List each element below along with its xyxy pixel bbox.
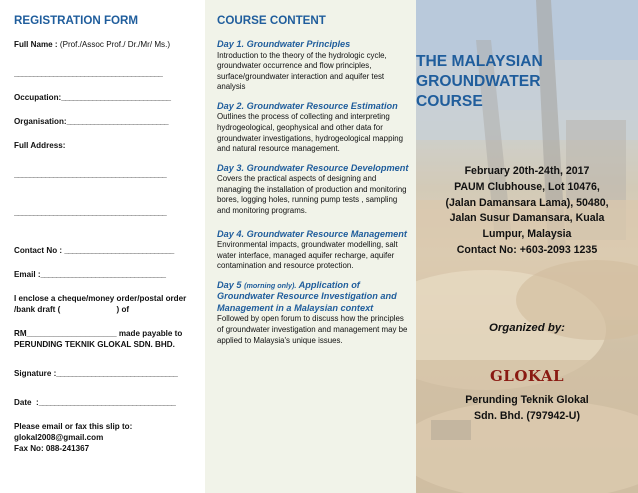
organisation-row (14, 116, 199, 127)
enclose-text-2: /bank draft ( ) of (14, 305, 130, 314)
occupation-field[interactable]: ____________________________ (61, 93, 171, 102)
footer-email[interactable]: glokal2008@gmail.com (14, 433, 104, 442)
day-2-section (217, 101, 410, 155)
day-1-description: Introduction to the theory of the hydrologic cycle, groundwater occurrence and flow principles, surface/groundwater interaction and aquifer test analysis (217, 50, 387, 92)
enclose-text-1: I enclose a cheque/money order/postal order (14, 294, 187, 303)
payee-text: PERUNDING TEKNIK GLOKAL SDN. BHD. (14, 340, 175, 349)
full-name-row (14, 39, 199, 50)
day-5-description: Followed by open forum to discuss how the principles of groundwater investigation and management may be applied to Malaysia's unique issues. (217, 314, 408, 345)
venue-line-2: (Jalan Damansara Lama), 50480, (445, 196, 609, 209)
email-row (14, 269, 199, 280)
contact-number: Contact No: +603-2093 1235 (456, 243, 598, 256)
day-1-heading: Day 1. Groundwater Principles (217, 39, 351, 49)
occupation-row (14, 92, 199, 103)
occupation-label: Occupation: (14, 93, 62, 102)
company-registration: Sdn. Bhd. (797942-U) (474, 409, 580, 422)
footer-instruction: Please email or fax this slip to: (14, 422, 133, 431)
footer-fax: Fax No: 088-241367 (14, 444, 90, 453)
cover-panel (416, 0, 638, 493)
address-field-2[interactable]: _______________________________________ (14, 208, 167, 217)
venue-line-4: Lumpur, Malaysia (482, 228, 572, 241)
day-2-heading: Day 2. Groundwater Resource Estimation (217, 100, 398, 111)
day-5-heading (217, 280, 410, 315)
day-3-description: Covers the practical aspects of designing and managing the installation of production and monitoring bores, logging holes, running pump tests , sampling and monitoring programs. (217, 174, 407, 216)
organizer-company (416, 393, 638, 424)
company-name: Perunding Teknik Glokal (465, 394, 589, 406)
address-label: Full Address: (14, 141, 66, 150)
contact-label: Contact No : (14, 246, 63, 255)
day-5-heading-rest: Application of Groundwater Resource Investigation and Management in a Malaysian context (217, 279, 397, 313)
email-label: Email : (14, 270, 41, 279)
day-1-section (217, 39, 410, 93)
signature-label: Signature : (14, 369, 57, 378)
course-title-line-3: COURSE (416, 93, 483, 110)
date-row (14, 397, 199, 408)
full-name-label: Full Name : (14, 40, 58, 49)
venue-line-3: Jalan Susur Damansara, Kuala (449, 212, 605, 225)
day-5-section (217, 280, 410, 346)
course-title-line-2: GROUNDWATER (416, 73, 541, 90)
registration-form-title: REGISTRATION FORM (14, 14, 139, 27)
day-5-heading-note: (morning only). (244, 280, 297, 290)
day-4-description: Environmental impacts, groundwater modelling, salt water interface, managed aquifer recharge, aquifer contamination and resource protection. (217, 240, 398, 271)
organisation-label: Organisation: (14, 117, 67, 126)
day-3-heading: Day 3. Groundwater Resource Development (217, 162, 409, 173)
address-field-1[interactable]: _______________________________________ (14, 170, 167, 179)
contact-field[interactable]: ____________________________ (64, 246, 174, 255)
registration-form-panel (0, 0, 205, 493)
organisation-field[interactable]: __________________________ (66, 117, 169, 126)
day-5-heading-prefix: Day 5 (217, 279, 242, 290)
glokal-logo: GLOKAL (489, 367, 565, 385)
full-name-hint: (Prof./Assoc Prof./ Dr./Mr/ Ms.) (59, 40, 171, 49)
date-field[interactable]: ___________________________________ (38, 398, 176, 407)
course-date: February 20th-24th, 2017 (464, 165, 590, 177)
contact-row (14, 245, 199, 256)
course-content-title: COURSE CONTENT (217, 14, 326, 27)
day-4-section (217, 229, 410, 272)
course-title (416, 52, 638, 112)
day-3-section (217, 163, 410, 217)
organized-by-label: Organized by: (489, 322, 565, 334)
full-name-field[interactable]: ______________________________________ (14, 69, 163, 78)
venue-line-1: PAUM Clubhouse, Lot 10476, (454, 180, 600, 193)
day-2-description: Outlines the process of collecting and interpreting hydrogeological, geophysical and other data for groundwater investigations, hydrogeological mapping and natural resource management. (217, 112, 403, 154)
date-label: Date : (14, 398, 39, 407)
signature-row (14, 368, 199, 379)
course-title-line-1: THE MALAYSIAN (416, 53, 543, 70)
course-content-panel (205, 0, 416, 493)
day-4-heading: Day 4. Groundwater Resource Management (217, 228, 407, 239)
email-field[interactable]: ________________________________ (40, 270, 166, 279)
amount-row[interactable]: RM____________________ made payable to (14, 329, 183, 338)
signature-field[interactable]: _______________________________ (56, 369, 178, 378)
course-details (420, 164, 634, 259)
